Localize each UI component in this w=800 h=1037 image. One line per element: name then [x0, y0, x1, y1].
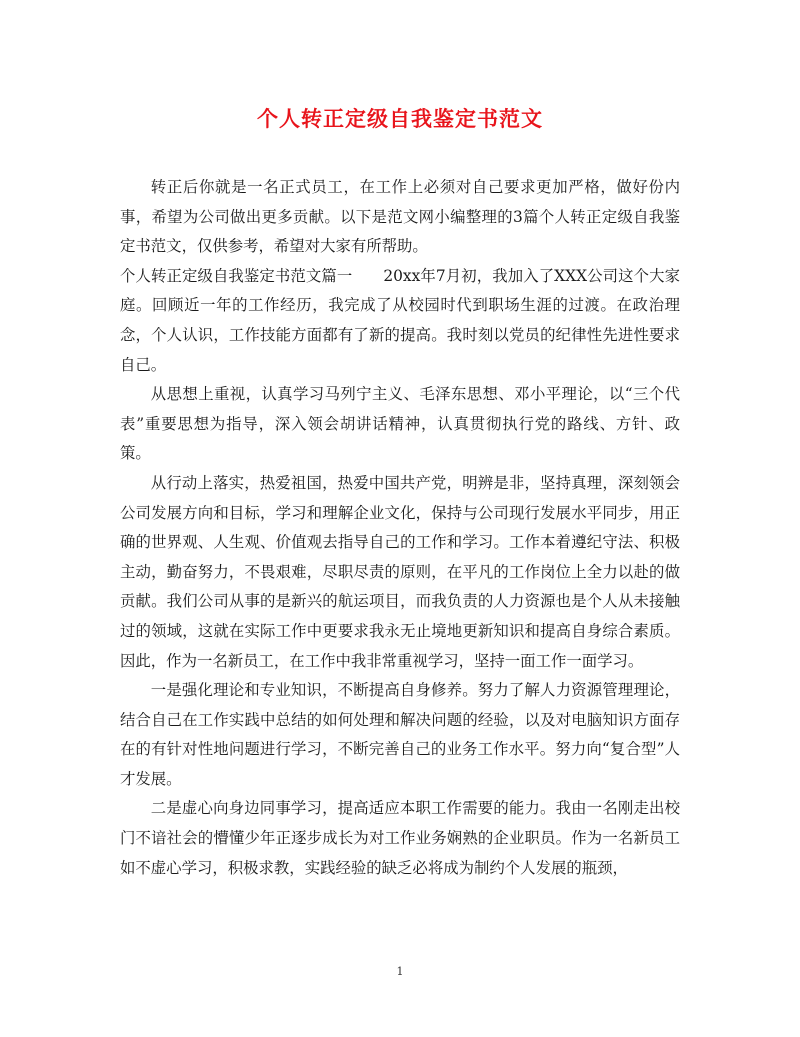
document-title: 个人转正定级自我鉴定书范文 — [257, 107, 543, 131]
paragraph-point-one: 一是强化理论和专业知识，不断提高自身修养。努力了解人力资源管理理论，结合自己在工作实践中总结的如何处理和解决问题的经验，以及对电脑知识方面存在的有针对性地问题进行学习，不断完善自己的业务工作水平。努力向“复合型”人才发展。 — [120, 681, 680, 788]
paragraph-section-one-opening: 个人转正定级自我鉴定书范文篇一 20xx年7月初，我加入了XXX公司这个大家庭。回顾近一年的工作经历，我完成了从校园时代到职场生涯的过渡。在政治理念，个人认识，工作技能方面都有了新的提高。我时刻以党员的纪律性先进性要求自己。 — [120, 266, 680, 374]
paragraph-ideology: 从思想上重视，认真学习马列宁主义、毛泽东思想、邓小平理论，以“三个代表”重要思想为指导，深入领会胡讲话精神，认真贯彻执行党的路线、方针、政策。 — [120, 385, 680, 463]
document-body — [120, 173, 680, 883]
paragraph-intro: 转正后你就是一名正式员工，在工作上必须对自己要求更加严格，做好份内事，希望为公司做出更多贡献。以下是范文网小编整理的3篇个人转正定级自我鉴定书范文，仅供参考，希望对大家有所帮助。 — [120, 178, 680, 256]
paragraph-point-two: 二是虚心向身边同事学习，提高适应本职工作需要的能力。我由一名刚走出校门不谙社会的懵懂少年正逐步成长为对工作业务娴熟的企业职员。作为一名新员工如不虚心学习，积极求教，实践经验的缺乏必将成为制约个人发展的瓶颈， — [120, 799, 680, 877]
paragraph-action: 从行动上落实，热爱祖国，热爱中国共产党，明辨是非，坚持真理，深刻领会公司发展方向和目标，学习和理解企业文化，保持与公司现行发展水平同步，用正确的世界观、人生观、价值观去指导自己的工作和学习。工作本着遵纪守法、积极主动，勤奋努力，不畏艰难，尽职尽责的原则，在平凡的工作岗位上全力以赴的做贡献。我们公司从事的是新兴的航运项目，而我负责的人力资源也是个人从未接触过的领域，这就在实际工作中更要求我永无止境地更新知识和提高自身综合素质。因此，作为一名新员工，在工作中我非常重视学习，坚持一面工作一面学习。 — [120, 473, 680, 670]
page-number: 1 — [396, 965, 404, 978]
